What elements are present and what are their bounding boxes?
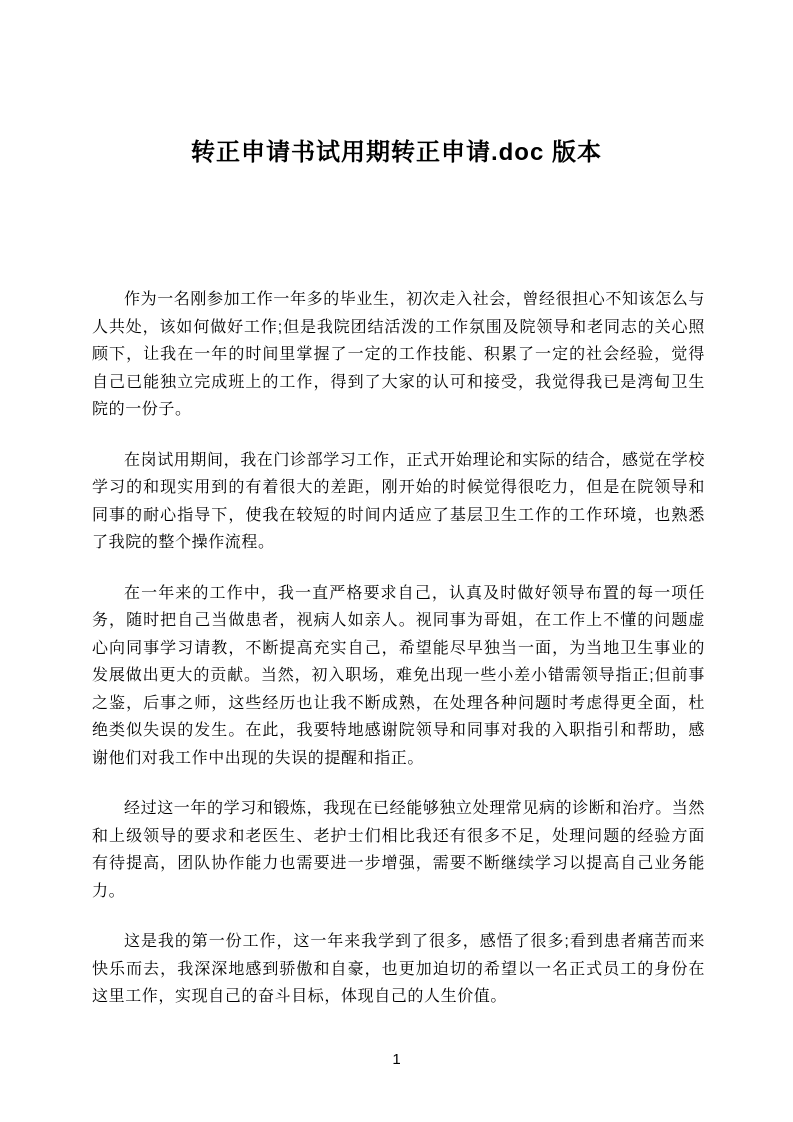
paragraph-1: 作为一名刚参加工作一年多的毕业生，初次走入社会，曾经很担心不知该怎么与人共处，该如何做好工作;但是我院团结活泼的工作氛围及院领导和老同志的关心照顾下，让我在一年的时间里掌握了一定的工作技能、积累了一定的社会经验，觉得自己已能独立完成班上的工作，得到了大家的认可和接受，我觉得我已是湾甸卫生院的一份子。 [92,291,706,418]
paragraph-5: 这是我的第一份工作，这一年来我学到了很多，感悟了很多;看到患者痛苦而来快乐而去，我深深地感到骄傲和自豪，也更加迫切的希望以一名正式员工的身份在这里工作，实现自己的奋斗目标，体现自己的人生价值。 [92,933,705,1005]
document-body [0,286,793,1011]
document-title: 转正申请书试用期转正申请.doc 版本 [190,139,602,166]
page-number: 1 [392,1051,401,1068]
paragraph-3: 在一年来的工作中，我一直严格要求自己，认真及时做好领导布置的每一项任务，随时把自己当做患者，视病人如亲人。视同事为哥姐，在工作上不懂的问题虚心向同事学习请教，不断提高充实自己，希望能尽早独当一面，为当地卫生事业的发展做出更大的贡献。当然，初入职场，难免出现一些小差小错需领导指正;但前事之鉴，后事之师，这些经历也让我不断成熟，在处理各种问题时考虑得更全面，杜绝类似失误的发生。在此，我要特地感谢院领导和同事对我的入职指引和帮助，感谢他们对我工作中出现的失误的提醒和指正。 [92,584,705,767]
paragraph-2: 在岗试用期间，我在门诊部学习工作，正式开始理论和实际的结合，感觉在学校学习的和现实用到的有着很大的差距，刚开始的时候觉得很吃力，但是在院领导和同事的耐心指导下，使我在较短的时间内适应了基层卫生工作的工作环境，也熟悉了我院的整个操作流程。 [92,451,706,551]
paragraph-4: 经过这一年的学习和锻炼，我现在已经能够独立处理常见病的诊断和治疗。当然和上级领导的要求和老医生、老护士们相比我还有很多不足，处理问题的经验方面有待提高，团队协作能力也需要进一步增强，需要不断继续学习以提高自己业务能力。 [92,800,706,900]
